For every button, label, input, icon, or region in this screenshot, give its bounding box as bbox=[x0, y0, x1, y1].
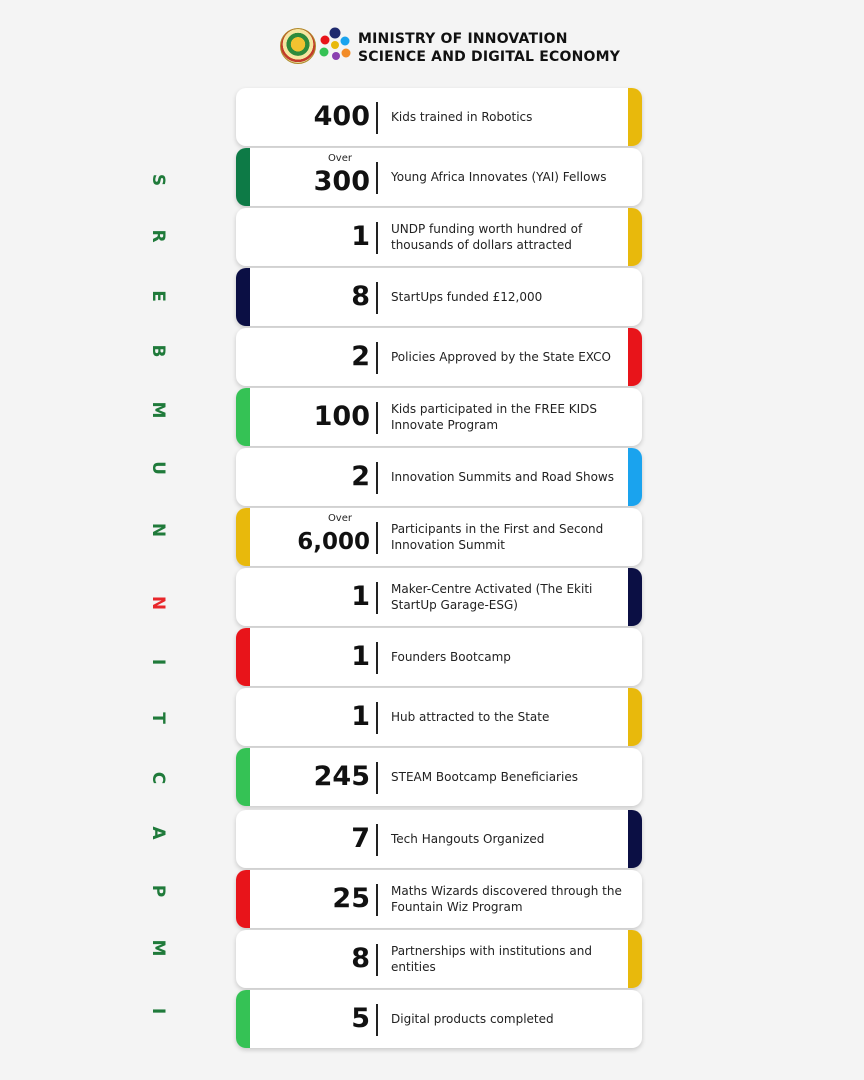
stat-description: Kids participated in the FREE KIDS Innovate Program bbox=[391, 402, 597, 432]
divider-line bbox=[376, 462, 378, 494]
stat-description: Partnerships with institutions and entities bbox=[391, 944, 592, 974]
vertical-letter: C bbox=[148, 771, 168, 785]
divider-line bbox=[376, 342, 378, 374]
stat-number: 245 bbox=[313, 761, 370, 792]
stat-description: Participants in the First and Second Innovation Summit bbox=[391, 522, 604, 552]
stat-number: 8 bbox=[351, 943, 370, 974]
vertical-letter: I bbox=[148, 658, 168, 666]
stat-number: 8 bbox=[351, 281, 370, 312]
stat-card bbox=[236, 388, 642, 446]
stat-card bbox=[236, 628, 642, 686]
accent-bar bbox=[236, 870, 250, 928]
accent-bar bbox=[236, 508, 250, 566]
accent-bar bbox=[628, 448, 642, 506]
vertical-letter: E bbox=[148, 290, 168, 302]
stat-card bbox=[236, 748, 642, 806]
stat-description: Innovation Summits and Road Shows bbox=[391, 470, 615, 484]
accent-bar bbox=[628, 688, 642, 746]
stat-card bbox=[236, 688, 642, 746]
state-seal-logo bbox=[280, 28, 316, 64]
stat-prefix: Over bbox=[327, 153, 352, 164]
vertical-letter: I bbox=[148, 1007, 168, 1015]
accent-bar bbox=[628, 88, 642, 146]
ministry-logo-icon bbox=[316, 24, 354, 64]
stat-card bbox=[236, 448, 642, 506]
stat-description: Kids trained in Robotics bbox=[391, 110, 533, 124]
stat-card bbox=[236, 88, 642, 146]
stat-card bbox=[236, 990, 642, 1048]
header bbox=[278, 24, 638, 68]
stat-prefix: Over bbox=[327, 513, 352, 524]
stat-number: 1 bbox=[351, 581, 370, 612]
divider-line bbox=[376, 222, 378, 254]
stat-description: StartUps funded £12,000 bbox=[391, 290, 543, 304]
stat-number: 1 bbox=[351, 701, 370, 732]
divider-line bbox=[376, 282, 378, 314]
stat-card bbox=[236, 268, 642, 326]
stat-card bbox=[236, 810, 642, 868]
stat-card bbox=[236, 148, 642, 206]
stat-card bbox=[236, 508, 642, 566]
stat-number: 1 bbox=[351, 641, 370, 672]
vertical-letter: P bbox=[148, 884, 168, 898]
accent-bar bbox=[236, 268, 250, 326]
divider-line bbox=[376, 1004, 378, 1036]
divider-line bbox=[376, 944, 378, 976]
accent-bar bbox=[236, 628, 250, 686]
stat-number: 400 bbox=[313, 101, 370, 132]
vertical-letter: S bbox=[148, 173, 168, 187]
stat-card bbox=[236, 568, 642, 626]
divider-line bbox=[376, 762, 378, 794]
accent-bar bbox=[236, 388, 250, 446]
divider-line bbox=[376, 824, 378, 856]
divider-line bbox=[376, 582, 378, 614]
accent-bar bbox=[236, 148, 250, 206]
stat-number: 6,000 bbox=[297, 529, 370, 555]
stat-number: 300 bbox=[313, 166, 370, 197]
vertical-letter: M bbox=[148, 401, 168, 419]
stat-description: Digital products completed bbox=[391, 1012, 554, 1026]
accent-bar bbox=[628, 328, 642, 386]
stat-card bbox=[236, 870, 642, 928]
accent-bar bbox=[628, 810, 642, 868]
vertical-letter: N bbox=[148, 522, 168, 538]
divider-line bbox=[376, 642, 378, 674]
stat-card bbox=[236, 930, 642, 988]
stat-number: 100 bbox=[313, 401, 370, 432]
divider-line bbox=[376, 884, 378, 916]
accent-bar bbox=[236, 748, 250, 806]
stat-description: Founders Bootcamp bbox=[391, 650, 511, 664]
stat-card bbox=[236, 208, 642, 266]
vertical-letter: M bbox=[148, 939, 168, 957]
stat-description: Young Africa Innovates (YAI) Fellows bbox=[391, 170, 607, 184]
stat-description: Tech Hangouts Organized bbox=[391, 832, 545, 846]
vertical-letter: N bbox=[148, 595, 168, 611]
vertical-letter: R bbox=[148, 229, 168, 243]
stat-description: STEAM Bootcamp Beneficiaries bbox=[391, 770, 578, 784]
divider-line bbox=[376, 102, 378, 134]
stat-description: Hub attracted to the State bbox=[391, 710, 550, 724]
divider-line bbox=[376, 522, 378, 554]
stat-number: 7 bbox=[351, 823, 370, 854]
divider-line bbox=[376, 162, 378, 194]
stat-description: Maker-Centre Activated (The Ekiti StartUp Garage-ESG) bbox=[391, 582, 593, 612]
stat-description: Maths Wizards discovered through the Fountain Wiz Program bbox=[391, 884, 622, 914]
title-line-2: SCIENCE AND DIGITAL ECONOMY bbox=[358, 49, 621, 65]
accent-bar bbox=[628, 930, 642, 988]
impact-in-numbers-vertical bbox=[140, 168, 176, 1028]
stat-number: 25 bbox=[332, 883, 370, 914]
stat-number: 2 bbox=[351, 341, 370, 372]
accent-bar bbox=[628, 208, 642, 266]
stat-description: UNDP funding worth hundred of thousands of dollars attracted bbox=[391, 222, 583, 252]
vertical-letter: T bbox=[148, 712, 168, 724]
accent-bar bbox=[236, 990, 250, 1048]
stat-description: Policies Approved by the State EXCO bbox=[391, 350, 611, 364]
vertical-letter: B bbox=[148, 344, 168, 358]
divider-line bbox=[376, 702, 378, 734]
accent-bar bbox=[628, 568, 642, 626]
title-line-1: MINISTRY OF INNOVATION bbox=[358, 31, 568, 47]
stat-number: 2 bbox=[351, 461, 370, 492]
ministry-title bbox=[358, 30, 620, 66]
stat-number: 1 bbox=[351, 221, 370, 252]
stat-card bbox=[236, 328, 642, 386]
vertical-letter: A bbox=[148, 826, 168, 840]
stat-number: 5 bbox=[351, 1003, 370, 1034]
vertical-letter: U bbox=[148, 461, 168, 475]
divider-line bbox=[376, 402, 378, 434]
